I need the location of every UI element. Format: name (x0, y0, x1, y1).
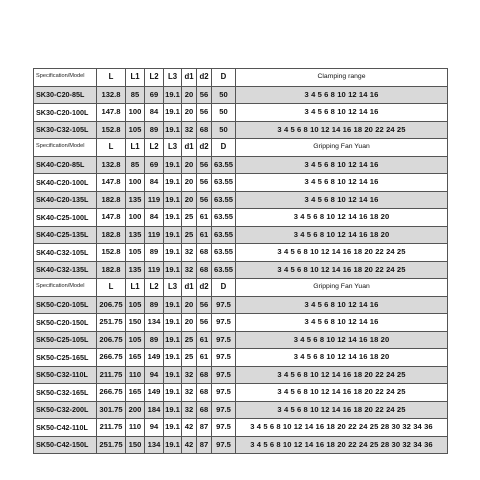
range-cell: 3 4 5 6 8 10 12 14 16 (236, 86, 448, 104)
column-header-l1: L1 (126, 279, 145, 297)
dim-cell-l1: 105 (126, 331, 145, 349)
dim-cell-d: 63.55 (212, 226, 236, 244)
dim-cell-l3: 19.1 (164, 401, 182, 419)
dim-cell-d: 97.5 (212, 296, 236, 314)
dim-cell-d: 97.5 (212, 314, 236, 332)
spec-table-body (34, 69, 448, 454)
column-header-l1: L1 (126, 139, 145, 157)
dim-cell-l3: 19.1 (164, 174, 182, 192)
dim-cell-l2: 119 (145, 226, 164, 244)
dim-cell-l: 266.75 (97, 384, 126, 402)
dim-cell-l3: 19.1 (164, 384, 182, 402)
range-header: Clamping range (236, 69, 448, 87)
dim-cell-d: 97.5 (212, 331, 236, 349)
dim-cell-l1: 105 (126, 244, 145, 262)
dim-cell-d2: 56 (197, 191, 212, 209)
dim-cell-d: 63.55 (212, 261, 236, 279)
dim-cell-l: 147.8 (97, 174, 126, 192)
column-header-d: D (212, 139, 236, 157)
dim-cell-l2: 94 (145, 419, 164, 437)
model-cell: SK40-C20-85L (34, 156, 97, 174)
dim-cell-d2: 61 (197, 331, 212, 349)
dim-cell-d1: 25 (182, 209, 197, 227)
dim-cell-l2: 69 (145, 156, 164, 174)
dim-cell-d: 50 (212, 121, 236, 139)
range-cell: 3 4 5 6 8 10 12 14 16 (236, 104, 448, 122)
dim-cell-l: 211.75 (97, 419, 126, 437)
dim-cell-l: 132.8 (97, 86, 126, 104)
dim-cell-d: 97.5 (212, 366, 236, 384)
range-cell: 3 4 5 6 8 10 12 14 16 18 20 (236, 226, 448, 244)
dim-cell-l3: 19.1 (164, 261, 182, 279)
dim-cell-l: 266.75 (97, 349, 126, 367)
dim-cell-l2: 84 (145, 104, 164, 122)
dim-cell-l3: 19.1 (164, 314, 182, 332)
column-header-d2: d2 (197, 279, 212, 297)
dim-cell-l2: 89 (145, 331, 164, 349)
model-cell: SK40-C32-105L (34, 244, 97, 262)
range-cell: 3 4 5 6 8 10 12 14 16 18 20 22 24 25 (236, 261, 448, 279)
model-cell: SK50-C20-105L (34, 296, 97, 314)
dim-cell-l3: 19.1 (164, 436, 182, 454)
model-cell: SK50-C32-200L (34, 401, 97, 419)
column-header-d1: d1 (182, 69, 197, 87)
range-cell: 3 4 5 6 8 10 12 14 16 18 20 (236, 331, 448, 349)
dim-cell-d1: 32 (182, 366, 197, 384)
spec-model-header: Specification/Model (34, 139, 97, 157)
dim-cell-l3: 19.1 (164, 209, 182, 227)
dim-cell-l3: 19.1 (164, 419, 182, 437)
dim-cell-l2: 84 (145, 174, 164, 192)
column-header-l2: L2 (145, 139, 164, 157)
model-cell: SK50-C42-150L (34, 436, 97, 454)
range-cell: 3 4 5 6 8 10 12 14 16 18 20 (236, 349, 448, 367)
dim-cell-d1: 20 (182, 314, 197, 332)
table-row (34, 384, 448, 402)
dim-cell-l1: 105 (126, 296, 145, 314)
dim-cell-d2: 56 (197, 296, 212, 314)
dim-cell-l: 147.8 (97, 209, 126, 227)
dim-cell-d2: 56 (197, 104, 212, 122)
dim-cell-l: 182.8 (97, 191, 126, 209)
section-header-row (34, 69, 448, 87)
model-cell: SK40-C20-135L (34, 191, 97, 209)
dim-cell-l3: 19.1 (164, 104, 182, 122)
range-cell: 3 4 5 6 8 10 12 14 16 18 20 22 24 25 (236, 384, 448, 402)
column-header-l3: L3 (164, 279, 182, 297)
table-row (34, 174, 448, 192)
range-cell: 3 4 5 6 8 10 12 14 16 (236, 174, 448, 192)
table-row (34, 436, 448, 454)
table-row (34, 191, 448, 209)
dim-cell-d1: 32 (182, 244, 197, 262)
dim-cell-l3: 19.1 (164, 121, 182, 139)
dim-cell-d1: 20 (182, 296, 197, 314)
model-cell: SK40-C32-135L (34, 261, 97, 279)
dim-cell-l2: 184 (145, 401, 164, 419)
dim-cell-l: 147.8 (97, 104, 126, 122)
dim-cell-d1: 25 (182, 226, 197, 244)
dim-cell-d1: 25 (182, 331, 197, 349)
dim-cell-l2: 89 (145, 296, 164, 314)
dim-cell-d2: 61 (197, 226, 212, 244)
dim-cell-d2: 68 (197, 121, 212, 139)
column-header-d2: d2 (197, 139, 212, 157)
model-cell: SK30-C32-105L (34, 121, 97, 139)
dim-cell-l3: 19.1 (164, 226, 182, 244)
dim-cell-l2: 94 (145, 366, 164, 384)
table-row (34, 349, 448, 367)
dim-cell-d1: 32 (182, 121, 197, 139)
dim-cell-l1: 100 (126, 104, 145, 122)
dim-cell-l1: 85 (126, 156, 145, 174)
dim-cell-l1: 110 (126, 366, 145, 384)
dim-cell-l1: 200 (126, 401, 145, 419)
dim-cell-l: 251.75 (97, 314, 126, 332)
dim-cell-l: 211.75 (97, 366, 126, 384)
dim-cell-d: 97.5 (212, 349, 236, 367)
dim-cell-l1: 110 (126, 419, 145, 437)
column-header-l: L (97, 279, 126, 297)
dim-cell-l1: 105 (126, 121, 145, 139)
section-header-row (34, 279, 448, 297)
dim-cell-d2: 87 (197, 436, 212, 454)
model-cell: SK40-C25-135L (34, 226, 97, 244)
range-cell: 3 4 5 6 8 10 12 14 16 18 20 22 24 25 (236, 244, 448, 262)
dim-cell-d1: 20 (182, 174, 197, 192)
table-row (34, 226, 448, 244)
dim-cell-l1: 85 (126, 86, 145, 104)
section-header-row (34, 139, 448, 157)
dim-cell-l2: 119 (145, 261, 164, 279)
dim-cell-d1: 42 (182, 436, 197, 454)
dim-cell-d2: 56 (197, 174, 212, 192)
dim-cell-l2: 134 (145, 436, 164, 454)
dim-cell-l1: 150 (126, 314, 145, 332)
dim-cell-d2: 68 (197, 261, 212, 279)
range-header: Gripping Fan Yuan (236, 279, 448, 297)
dim-cell-l: 206.75 (97, 331, 126, 349)
model-cell: SK30-C20-100L (34, 104, 97, 122)
column-header-l: L (97, 69, 126, 87)
column-header-l: L (97, 139, 126, 157)
dim-cell-d1: 32 (182, 401, 197, 419)
dim-cell-d2: 56 (197, 314, 212, 332)
table-row (34, 156, 448, 174)
column-header-d1: d1 (182, 139, 197, 157)
range-cell: 3 4 5 6 8 10 12 14 16 (236, 314, 448, 332)
dim-cell-d: 63.55 (212, 174, 236, 192)
dim-cell-l1: 100 (126, 174, 145, 192)
dim-cell-l2: 84 (145, 209, 164, 227)
dim-cell-d1: 20 (182, 191, 197, 209)
model-cell: SK40-C25-100L (34, 209, 97, 227)
table-row (34, 121, 448, 139)
column-header-l2: L2 (145, 69, 164, 87)
dim-cell-l: 132.8 (97, 156, 126, 174)
dim-cell-d2: 61 (197, 209, 212, 227)
range-cell: 3 4 5 6 8 10 12 14 16 18 20 22 24 25 (236, 366, 448, 384)
dim-cell-l2: 89 (145, 121, 164, 139)
dim-cell-l: 251.75 (97, 436, 126, 454)
dim-cell-d2: 68 (197, 366, 212, 384)
dim-cell-l3: 19.1 (164, 366, 182, 384)
dim-cell-l: 206.75 (97, 296, 126, 314)
dim-cell-l3: 19.1 (164, 331, 182, 349)
dim-cell-l: 182.8 (97, 226, 126, 244)
dim-cell-d2: 56 (197, 156, 212, 174)
dim-cell-d: 97.5 (212, 384, 236, 402)
range-cell: 3 4 5 6 8 10 12 14 16 18 20 22 24 25 (236, 121, 448, 139)
spec-table (33, 68, 448, 454)
dim-cell-l3: 19.1 (164, 191, 182, 209)
dim-cell-d2: 56 (197, 86, 212, 104)
model-cell: SK40-C20-100L (34, 174, 97, 192)
dim-cell-d: 97.5 (212, 419, 236, 437)
dim-cell-l3: 19.1 (164, 86, 182, 104)
dim-cell-d2: 61 (197, 349, 212, 367)
model-cell: SK30-C20-85L (34, 86, 97, 104)
range-cell: 3 4 5 6 8 10 12 14 16 (236, 156, 448, 174)
dim-cell-d1: 25 (182, 349, 197, 367)
dim-cell-d1: 32 (182, 384, 197, 402)
range-cell: 3 4 5 6 8 10 12 14 16 18 20 22 24 25 28 30 32 34 36 (236, 436, 448, 454)
spec-model-header: Specification/Model (34, 69, 97, 87)
dim-cell-d: 97.5 (212, 401, 236, 419)
column-header-d1: d1 (182, 279, 197, 297)
dim-cell-l1: 135 (126, 191, 145, 209)
dim-cell-d1: 20 (182, 86, 197, 104)
dim-cell-d2: 68 (197, 401, 212, 419)
model-cell: SK50-C25-165L (34, 349, 97, 367)
dim-cell-d2: 68 (197, 244, 212, 262)
dim-cell-l2: 149 (145, 384, 164, 402)
dim-cell-l1: 135 (126, 261, 145, 279)
column-header-d2: d2 (197, 69, 212, 87)
dim-cell-d: 63.55 (212, 209, 236, 227)
dim-cell-l2: 89 (145, 244, 164, 262)
table-row (34, 86, 448, 104)
table-row (34, 244, 448, 262)
column-header-d: D (212, 69, 236, 87)
dim-cell-l2: 69 (145, 86, 164, 104)
dim-cell-d1: 20 (182, 156, 197, 174)
table-row (34, 104, 448, 122)
dim-cell-l1: 150 (126, 436, 145, 454)
dim-cell-l3: 19.1 (164, 296, 182, 314)
table-row (34, 261, 448, 279)
table-row (34, 296, 448, 314)
dim-cell-d2: 87 (197, 419, 212, 437)
column-header-l3: L3 (164, 139, 182, 157)
dim-cell-l1: 135 (126, 226, 145, 244)
dim-cell-d: 63.55 (212, 244, 236, 262)
dim-cell-l3: 19.1 (164, 349, 182, 367)
dim-cell-l1: 100 (126, 209, 145, 227)
dim-cell-l2: 149 (145, 349, 164, 367)
column-header-d: D (212, 279, 236, 297)
dim-cell-d: 63.55 (212, 191, 236, 209)
dim-cell-d2: 68 (197, 384, 212, 402)
dim-cell-l: 182.8 (97, 261, 126, 279)
model-cell: SK50-C42-110L (34, 419, 97, 437)
dim-cell-l1: 165 (126, 349, 145, 367)
dim-cell-l: 301.75 (97, 401, 126, 419)
table-row (34, 419, 448, 437)
table-row (34, 314, 448, 332)
table-row (34, 366, 448, 384)
dim-cell-d: 50 (212, 104, 236, 122)
column-header-l2: L2 (145, 279, 164, 297)
model-cell: SK50-C25-105L (34, 331, 97, 349)
dim-cell-d1: 32 (182, 261, 197, 279)
table-row (34, 209, 448, 227)
table-row (34, 401, 448, 419)
range-cell: 3 4 5 6 8 10 12 14 16 18 20 22 24 25 (236, 401, 448, 419)
dim-cell-l: 152.8 (97, 244, 126, 262)
range-header: Gripping Fan Yuan (236, 139, 448, 157)
model-cell: SK50-C32-110L (34, 366, 97, 384)
column-header-l3: L3 (164, 69, 182, 87)
range-cell: 3 4 5 6 8 10 12 14 16 (236, 191, 448, 209)
dim-cell-l2: 134 (145, 314, 164, 332)
model-cell: SK50-C32-165L (34, 384, 97, 402)
spec-model-header: Specification/Model (34, 279, 97, 297)
dim-cell-d: 97.5 (212, 436, 236, 454)
dim-cell-l: 152.8 (97, 121, 126, 139)
column-header-l1: L1 (126, 69, 145, 87)
dim-cell-d1: 42 (182, 419, 197, 437)
range-cell: 3 4 5 6 8 10 12 14 16 18 20 22 24 25 28 30 32 34 36 (236, 419, 448, 437)
table-row (34, 331, 448, 349)
model-cell: SK50-C20-150L (34, 314, 97, 332)
dim-cell-l1: 165 (126, 384, 145, 402)
range-cell: 3 4 5 6 8 10 12 14 16 18 20 (236, 209, 448, 227)
dim-cell-l2: 119 (145, 191, 164, 209)
dim-cell-d: 63.55 (212, 156, 236, 174)
dim-cell-d1: 20 (182, 104, 197, 122)
dim-cell-l3: 19.1 (164, 156, 182, 174)
dim-cell-d: 50 (212, 86, 236, 104)
range-cell: 3 4 5 6 8 10 12 14 16 (236, 296, 448, 314)
dim-cell-l3: 19.1 (164, 244, 182, 262)
